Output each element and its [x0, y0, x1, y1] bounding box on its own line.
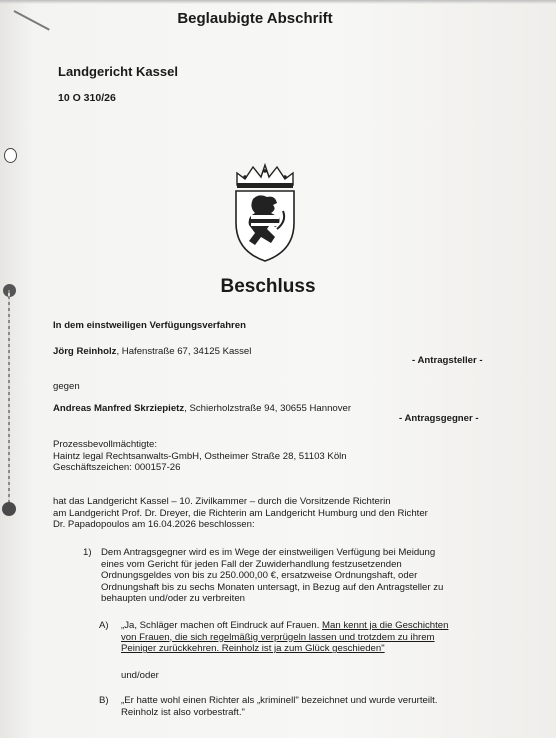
statement-b-text — [121, 695, 437, 718]
case-number: 10 O 310/26 — [58, 92, 116, 104]
punch-hole-top — [4, 148, 17, 163]
applicant-role: - Antragsteller - — [412, 355, 483, 366]
counsel-reference: Geschäftszeichen: 000157-26 — [53, 462, 181, 474]
item-1-line: Ordnungshaft bis zu sechs Monaten untersagt, in Bezug auf den Antragsteller zu — [101, 581, 444, 593]
statement-a-letter: A) — [99, 620, 109, 631]
versus-label: gegen — [53, 381, 80, 392]
counsel-label: Prozessbevollmächtigte: — [53, 439, 157, 450]
binding-string — [8, 290, 10, 510]
statement-a-text — [121, 620, 448, 655]
intro-line: hat das Landgericht Kassel – 10. Zivilkammer – durch die Vorsitzende Richterin — [53, 496, 391, 507]
statement-a-line-2: von Frauen, die sich regelmäßig verprügeln lassen und trotzdem zu ihrem — [121, 631, 435, 643]
intro-line: am Landgericht Prof. Dr. Dreyer, die Richterin am Landgericht Humburg und den Richter — [53, 507, 428, 519]
statement-b-line-1: „Er hatte wohl einen Richter als „kriminell" bezeichnet und wurde verurteilt. — [121, 695, 438, 706]
item-1-line: Ordnungsgeldes von bis zu 250.000,00 €, ersatzweise Ordnungshaft, oder — [101, 570, 418, 582]
respondent-role: - Antragsgegner - — [399, 413, 479, 424]
applicant-name: Jörg Reinholz — [53, 346, 117, 357]
statement-a-line-3: Peiniger zurückkehren. Reinholz ist ja zum Glück geschieden" — [121, 643, 385, 655]
conjunction: und/oder — [121, 670, 159, 681]
scan-edge-shadow — [0, 0, 556, 4]
applicant-line — [53, 346, 251, 357]
item-1-line: behaupten und/oder zu verbreiten — [101, 593, 246, 605]
item-1-line: eines vom Gericht für jeden Fall der Zuwiderhandlung festzusetzenden — [101, 558, 402, 570]
respondent-name: Andreas Manfred Skrziepietz — [53, 403, 185, 414]
statement-b-letter: B) — [99, 695, 109, 706]
respondent-line — [53, 403, 351, 414]
item-1-line: Dem Antragsgegner wird es im Wege der einstweiligen Verfügung bei Meidung — [101, 547, 436, 558]
document-title: Beglaubigte Abschrift — [177, 10, 333, 27]
item-1-text — [101, 547, 443, 605]
item-1-number: 1) — [83, 547, 92, 558]
counsel-firm: Haintz legal Rechtsanwalts-GmbH, Ostheimer Straße 28, 51103 Köln — [53, 450, 347, 462]
hessen-crest-icon — [231, 163, 299, 263]
statement-b-line-2: Reinholz ist also vorbestraft." — [121, 706, 245, 718]
court-name: Landgericht Kassel — [58, 64, 178, 79]
punch-hole-bottom — [2, 502, 16, 516]
applicant-address: , Hafenstraße 67, 34125 Kassel — [116, 346, 252, 357]
statement-a-line-1: „Ja, Schläger machen oft Eindruck auf Frauen. Man kennt ja die Geschichten — [121, 620, 449, 631]
intro-paragraph — [53, 496, 428, 531]
respondent-address: , Schierholzstraße 94, 30655 Hannover — [184, 403, 352, 414]
decision-heading: Beschluss — [220, 276, 316, 297]
intro-line: Dr. Papadopoulos am 16.04.2026 beschlossen: — [53, 519, 255, 531]
procedure-line: In dem einstweiligen Verfügungsverfahren — [53, 320, 246, 331]
counsel-block — [53, 439, 347, 474]
